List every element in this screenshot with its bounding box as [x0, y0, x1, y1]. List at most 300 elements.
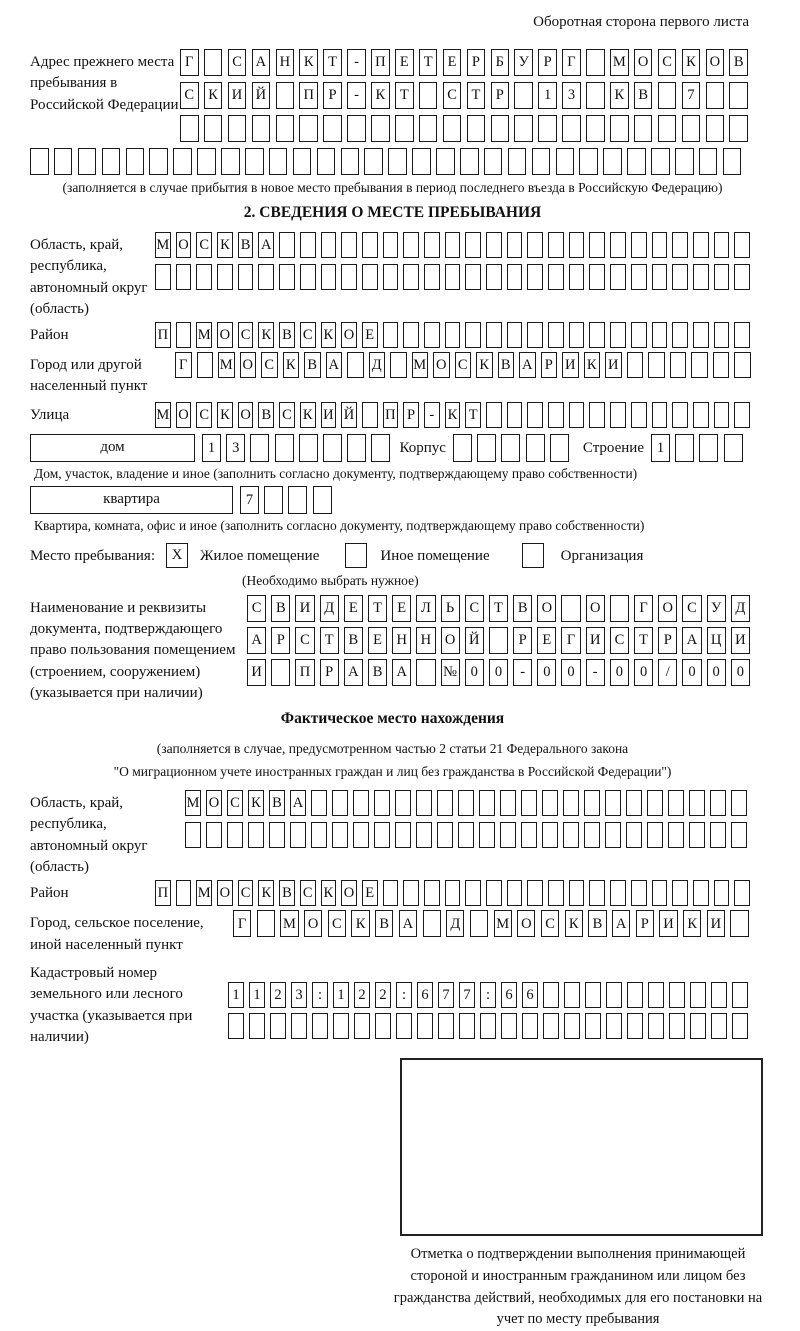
form-cell[interactable]: Р	[538, 49, 557, 76]
form-cell[interactable]: П	[155, 322, 171, 348]
form-cell[interactable]: П	[371, 49, 390, 76]
form-cell[interactable]	[270, 1013, 286, 1039]
form-cell[interactable]: В	[279, 880, 295, 906]
form-cell[interactable]: Р	[323, 82, 342, 109]
form-cell[interactable]	[347, 434, 366, 462]
form-cell[interactable]	[155, 264, 171, 290]
form-cell[interactable]	[477, 434, 496, 462]
form-cell[interactable]: Й	[252, 82, 271, 109]
form-cell[interactable]	[548, 880, 564, 906]
form-cell[interactable]: С	[279, 402, 295, 428]
form-cell[interactable]: О	[658, 595, 677, 622]
form-cell[interactable]	[445, 232, 461, 258]
form-cell[interactable]: В	[279, 322, 295, 348]
form-cell[interactable]: 7	[240, 486, 259, 514]
form-cell[interactable]	[403, 232, 419, 258]
form-cell[interactable]	[729, 82, 748, 109]
form-cell[interactable]	[54, 148, 73, 175]
form-cell[interactable]: Ц	[707, 627, 726, 654]
form-cell[interactable]	[507, 232, 523, 258]
form-cell[interactable]: Г	[562, 49, 581, 76]
form-cell[interactable]: А	[392, 659, 411, 686]
form-cell[interactable]	[507, 264, 523, 290]
form-cell[interactable]	[332, 822, 348, 848]
form-cell[interactable]	[589, 880, 605, 906]
form-cell[interactable]: О	[441, 627, 460, 654]
form-cell[interactable]	[416, 659, 435, 686]
form-cell[interactable]	[564, 1013, 580, 1039]
form-cell[interactable]: О	[217, 322, 233, 348]
form-cell[interactable]: 0	[561, 659, 580, 686]
form-cell[interactable]	[437, 822, 453, 848]
form-cell[interactable]	[521, 822, 537, 848]
form-cell[interactable]: Е	[344, 595, 363, 622]
form-cell[interactable]: С	[238, 322, 254, 348]
form-cell[interactable]: Е	[362, 322, 378, 348]
form-cell[interactable]	[672, 232, 688, 258]
form-cell[interactable]	[670, 352, 687, 378]
form-cell[interactable]	[458, 822, 474, 848]
form-cell[interactable]	[419, 82, 438, 109]
form-cell[interactable]: Т	[467, 82, 486, 109]
form-cell[interactable]: В	[634, 82, 653, 109]
form-cell[interactable]: И	[605, 352, 622, 378]
form-cell[interactable]: О	[517, 910, 535, 937]
form-cell[interactable]	[249, 1013, 265, 1039]
form-cell[interactable]	[321, 264, 337, 290]
form-cell[interactable]	[424, 880, 440, 906]
form-cell[interactable]	[648, 1013, 664, 1039]
form-cell[interactable]	[584, 822, 600, 848]
form-cell[interactable]: С	[196, 232, 212, 258]
form-cell[interactable]: Й	[465, 627, 484, 654]
form-cell[interactable]: -	[424, 402, 440, 428]
form-cell[interactable]: М	[196, 322, 212, 348]
form-cell[interactable]	[730, 910, 748, 937]
form-cell[interactable]	[586, 82, 605, 109]
form-cell[interactable]	[371, 115, 390, 142]
form-cell[interactable]: В	[238, 232, 254, 258]
form-cell[interactable]: О	[341, 322, 357, 348]
form-cell[interactable]	[197, 352, 214, 378]
form-cell[interactable]	[589, 402, 605, 428]
form-cell[interactable]: С	[261, 352, 278, 378]
form-cell[interactable]: К	[300, 402, 316, 428]
form-cell[interactable]: Н	[416, 627, 435, 654]
form-cell[interactable]	[508, 148, 527, 175]
form-cell[interactable]	[690, 982, 706, 1008]
form-cell[interactable]	[424, 322, 440, 348]
form-cell[interactable]: О	[206, 790, 222, 816]
form-cell[interactable]: К	[258, 322, 274, 348]
form-cell[interactable]	[347, 115, 366, 142]
form-cell[interactable]: Р	[320, 659, 339, 686]
form-cell[interactable]	[668, 790, 684, 816]
form-cell[interactable]	[438, 1013, 454, 1039]
form-cell[interactable]: С	[465, 595, 484, 622]
form-cell[interactable]	[699, 148, 718, 175]
form-cell[interactable]	[445, 322, 461, 348]
form-cell[interactable]	[706, 115, 725, 142]
form-cell[interactable]	[341, 148, 360, 175]
form-cell[interactable]	[734, 352, 751, 378]
form-cell[interactable]: Т	[368, 595, 387, 622]
form-cell[interactable]	[556, 148, 575, 175]
form-cell[interactable]: Р	[403, 402, 419, 428]
form-cell[interactable]: О	[586, 595, 605, 622]
form-cell[interactable]	[465, 264, 481, 290]
form-cell[interactable]: 6	[522, 982, 538, 1008]
form-cell[interactable]: Т	[323, 49, 342, 76]
form-cell[interactable]: С	[682, 595, 701, 622]
form-cell[interactable]: Е	[368, 627, 387, 654]
form-cell[interactable]	[333, 1013, 349, 1039]
form-cell[interactable]	[507, 402, 523, 428]
form-cell[interactable]	[627, 148, 646, 175]
form-cell[interactable]: Г	[180, 49, 199, 76]
form-cell[interactable]: :	[312, 982, 328, 1008]
form-cell[interactable]	[323, 434, 342, 462]
form-cell[interactable]	[562, 115, 581, 142]
form-cell[interactable]	[206, 822, 222, 848]
form-cell[interactable]	[311, 822, 327, 848]
form-cell[interactable]	[445, 264, 461, 290]
form-cell[interactable]	[514, 82, 533, 109]
form-cell[interactable]	[579, 148, 598, 175]
form-cell[interactable]: К	[217, 402, 233, 428]
form-cell[interactable]	[658, 115, 677, 142]
form-cell[interactable]: 0	[489, 659, 508, 686]
form-cell[interactable]: М	[218, 352, 235, 378]
form-cell[interactable]	[489, 627, 508, 654]
form-cell[interactable]	[693, 264, 709, 290]
form-cell[interactable]: М	[155, 402, 171, 428]
form-cell[interactable]: П	[295, 659, 314, 686]
form-cell[interactable]	[353, 790, 369, 816]
form-cell[interactable]	[423, 910, 441, 937]
form-cell[interactable]: П	[299, 82, 318, 109]
form-cell[interactable]: 0	[634, 659, 653, 686]
form-cell[interactable]	[652, 264, 668, 290]
form-cell[interactable]: К	[683, 910, 701, 937]
form-cell[interactable]: Р	[541, 352, 558, 378]
form-cell[interactable]: 0	[537, 659, 556, 686]
form-cell[interactable]	[561, 595, 580, 622]
form-cell[interactable]	[605, 790, 621, 816]
form-cell[interactable]: Ь	[441, 595, 460, 622]
form-cell[interactable]: М	[280, 910, 298, 937]
form-cell[interactable]: 0	[682, 659, 701, 686]
form-cell[interactable]	[362, 402, 378, 428]
form-cell[interactable]: С	[227, 790, 243, 816]
form-cell[interactable]	[672, 322, 688, 348]
form-cell[interactable]	[271, 659, 290, 686]
form-cell[interactable]	[563, 822, 579, 848]
form-cell[interactable]	[248, 822, 264, 848]
form-cell[interactable]	[711, 1013, 727, 1039]
form-cell[interactable]: П	[155, 880, 171, 906]
form-cell[interactable]: 1	[651, 434, 670, 462]
form-cell[interactable]	[102, 148, 121, 175]
form-cell[interactable]: О	[433, 352, 450, 378]
form-cell[interactable]: А	[247, 627, 266, 654]
form-cell[interactable]	[437, 790, 453, 816]
form-cell[interactable]	[383, 880, 399, 906]
form-cell[interactable]: Т	[489, 595, 508, 622]
form-cell[interactable]	[221, 148, 240, 175]
form-cell[interactable]	[563, 790, 579, 816]
form-cell[interactable]: Е	[443, 49, 462, 76]
form-cell[interactable]: Д	[731, 595, 750, 622]
form-cell[interactable]: Е	[395, 49, 414, 76]
form-cell[interactable]	[527, 264, 543, 290]
form-cell[interactable]	[465, 322, 481, 348]
form-cell[interactable]	[610, 595, 629, 622]
form-cell[interactable]	[521, 790, 537, 816]
form-cell[interactable]: Т	[419, 49, 438, 76]
form-cell[interactable]	[652, 322, 668, 348]
form-cell[interactable]	[291, 1013, 307, 1039]
form-cell[interactable]: -	[347, 49, 366, 76]
form-cell[interactable]: 1	[228, 982, 244, 1008]
form-cell[interactable]	[731, 790, 747, 816]
form-cell[interactable]	[279, 264, 295, 290]
form-cell[interactable]	[569, 322, 585, 348]
form-cell[interactable]: Г	[634, 595, 653, 622]
form-cell[interactable]	[538, 115, 557, 142]
form-cell[interactable]: Г	[233, 910, 251, 937]
form-cell[interactable]: 3	[226, 434, 245, 462]
form-cell[interactable]	[647, 790, 663, 816]
form-cell[interactable]: А	[612, 910, 630, 937]
form-cell[interactable]	[290, 822, 306, 848]
form-cell[interactable]: У	[514, 49, 533, 76]
checkbox-other-premises[interactable]	[345, 543, 367, 568]
form-cell[interactable]: С	[443, 82, 462, 109]
form-cell[interactable]	[383, 232, 399, 258]
form-cell[interactable]	[672, 264, 688, 290]
form-cell[interactable]: К	[351, 910, 369, 937]
form-cell[interactable]	[311, 790, 327, 816]
form-cell[interactable]: Е	[362, 880, 378, 906]
form-cell[interactable]: Н	[392, 627, 411, 654]
form-cell[interactable]	[500, 822, 516, 848]
form-cell[interactable]	[197, 148, 216, 175]
form-cell[interactable]	[658, 82, 677, 109]
form-cell[interactable]: :	[396, 982, 412, 1008]
form-cell[interactable]: Д	[320, 595, 339, 622]
form-cell[interactable]	[321, 232, 337, 258]
form-cell[interactable]	[631, 402, 647, 428]
form-cell[interactable]	[185, 822, 201, 848]
form-cell[interactable]: Г	[175, 352, 192, 378]
form-cell[interactable]	[491, 115, 510, 142]
form-cell[interactable]: А	[519, 352, 536, 378]
form-cell[interactable]: 0	[465, 659, 484, 686]
form-cell[interactable]: 6	[417, 982, 433, 1008]
form-cell[interactable]	[586, 115, 605, 142]
form-cell[interactable]	[542, 822, 558, 848]
form-cell[interactable]: Н	[276, 49, 295, 76]
form-cell[interactable]	[675, 148, 694, 175]
form-cell[interactable]: И	[562, 352, 579, 378]
form-cell[interactable]: В	[271, 595, 290, 622]
form-cell[interactable]: П	[383, 402, 399, 428]
form-cell[interactable]	[443, 115, 462, 142]
form-cell[interactable]	[196, 264, 212, 290]
form-cell[interactable]: 3	[562, 82, 581, 109]
form-cell[interactable]	[403, 880, 419, 906]
form-cell[interactable]: И	[295, 595, 314, 622]
form-cell[interactable]: А	[290, 790, 306, 816]
form-cell[interactable]: 7	[682, 82, 701, 109]
form-cell[interactable]: 2	[270, 982, 286, 1008]
form-cell[interactable]	[542, 790, 558, 816]
form-cell[interactable]: С	[180, 82, 199, 109]
form-cell[interactable]: О	[176, 402, 192, 428]
form-cell[interactable]: /	[658, 659, 677, 686]
form-cell[interactable]	[527, 232, 543, 258]
form-cell[interactable]	[354, 1013, 370, 1039]
form-cell[interactable]: 0	[707, 659, 726, 686]
form-cell[interactable]	[353, 822, 369, 848]
form-cell[interactable]: В	[269, 790, 285, 816]
form-cell[interactable]	[569, 232, 585, 258]
form-cell[interactable]	[204, 49, 223, 76]
form-cell[interactable]: С	[541, 910, 559, 937]
form-cell[interactable]: -	[586, 659, 605, 686]
form-cell[interactable]	[606, 1013, 622, 1039]
form-cell[interactable]	[723, 148, 742, 175]
form-cell[interactable]: О	[537, 595, 556, 622]
form-cell[interactable]	[362, 264, 378, 290]
form-cell[interactable]	[436, 148, 455, 175]
form-cell[interactable]	[548, 264, 564, 290]
form-cell[interactable]	[668, 822, 684, 848]
form-cell[interactable]	[417, 1013, 433, 1039]
form-cell[interactable]	[312, 1013, 328, 1039]
form-cell[interactable]	[647, 822, 663, 848]
form-cell[interactable]	[610, 264, 626, 290]
form-cell[interactable]	[323, 115, 342, 142]
form-cell[interactable]	[293, 148, 312, 175]
form-cell[interactable]: К	[445, 402, 461, 428]
form-cell[interactable]	[412, 148, 431, 175]
form-cell[interactable]	[204, 115, 223, 142]
form-cell[interactable]	[734, 322, 750, 348]
form-cell[interactable]	[526, 434, 545, 462]
form-cell[interactable]: С	[300, 322, 316, 348]
form-cell[interactable]	[299, 434, 318, 462]
form-cell[interactable]: К	[682, 49, 701, 76]
form-cell[interactable]	[300, 232, 316, 258]
form-cell[interactable]	[500, 790, 516, 816]
form-cell[interactable]	[627, 982, 643, 1008]
form-cell[interactable]: Д	[369, 352, 386, 378]
form-cell[interactable]	[714, 402, 730, 428]
form-cell[interactable]	[486, 402, 502, 428]
form-cell[interactable]: К	[584, 352, 601, 378]
form-cell[interactable]	[584, 790, 600, 816]
form-cell[interactable]: В	[729, 49, 748, 76]
form-cell[interactable]: О	[341, 880, 357, 906]
form-cell[interactable]	[347, 352, 364, 378]
form-cell[interactable]	[606, 982, 622, 1008]
form-cell[interactable]	[714, 880, 730, 906]
form-cell[interactable]	[364, 148, 383, 175]
form-cell[interactable]	[507, 880, 523, 906]
form-cell[interactable]	[691, 352, 708, 378]
form-cell[interactable]: О	[634, 49, 653, 76]
form-cell[interactable]: 7	[438, 982, 454, 1008]
form-cell[interactable]	[238, 264, 254, 290]
form-cell[interactable]	[396, 1013, 412, 1039]
form-cell[interactable]	[648, 352, 665, 378]
form-cell[interactable]	[362, 232, 378, 258]
form-cell[interactable]: Б	[491, 49, 510, 76]
form-cell[interactable]	[341, 232, 357, 258]
form-cell[interactable]	[501, 1013, 517, 1039]
form-cell[interactable]: Т	[320, 627, 339, 654]
form-cell[interactable]	[217, 264, 233, 290]
form-cell[interactable]	[514, 115, 533, 142]
form-cell[interactable]	[652, 880, 668, 906]
form-cell[interactable]	[585, 1013, 601, 1039]
form-cell[interactable]	[711, 982, 727, 1008]
form-cell[interactable]	[652, 402, 668, 428]
form-cell[interactable]	[445, 880, 461, 906]
form-cell[interactable]	[734, 264, 750, 290]
form-cell[interactable]	[176, 322, 192, 348]
form-cell[interactable]: М	[155, 232, 171, 258]
form-cell[interactable]: К	[371, 82, 390, 109]
form-cell[interactable]: У	[707, 595, 726, 622]
form-cell[interactable]	[486, 232, 502, 258]
form-cell[interactable]	[264, 486, 283, 514]
form-cell[interactable]: -	[347, 82, 366, 109]
form-cell[interactable]: О	[176, 232, 192, 258]
form-cell[interactable]: Р	[467, 49, 486, 76]
form-cell[interactable]	[245, 148, 264, 175]
form-cell[interactable]: О	[706, 49, 725, 76]
form-cell[interactable]	[269, 822, 285, 848]
form-cell[interactable]: Е	[392, 595, 411, 622]
form-cell[interactable]: И	[321, 402, 337, 428]
form-cell[interactable]: 0	[731, 659, 750, 686]
form-cell[interactable]	[176, 264, 192, 290]
form-cell[interactable]	[610, 322, 626, 348]
form-cell[interactable]: С	[455, 352, 472, 378]
form-cell[interactable]	[276, 82, 295, 109]
form-cell[interactable]	[569, 264, 585, 290]
form-cell[interactable]: М	[610, 49, 629, 76]
form-cell[interactable]: Р	[271, 627, 290, 654]
form-cell[interactable]	[173, 148, 192, 175]
form-cell[interactable]: И	[707, 910, 725, 937]
form-cell[interactable]	[706, 82, 725, 109]
form-cell[interactable]	[724, 434, 743, 462]
form-cell[interactable]	[690, 1013, 706, 1039]
form-cell[interactable]	[699, 434, 718, 462]
form-cell[interactable]	[486, 264, 502, 290]
form-cell[interactable]	[669, 982, 685, 1008]
form-cell[interactable]	[693, 880, 709, 906]
form-cell[interactable]: :	[480, 982, 496, 1008]
form-cell[interactable]	[634, 115, 653, 142]
form-cell[interactable]	[403, 264, 419, 290]
form-cell[interactable]: О	[240, 352, 257, 378]
form-cell[interactable]	[375, 1013, 391, 1039]
